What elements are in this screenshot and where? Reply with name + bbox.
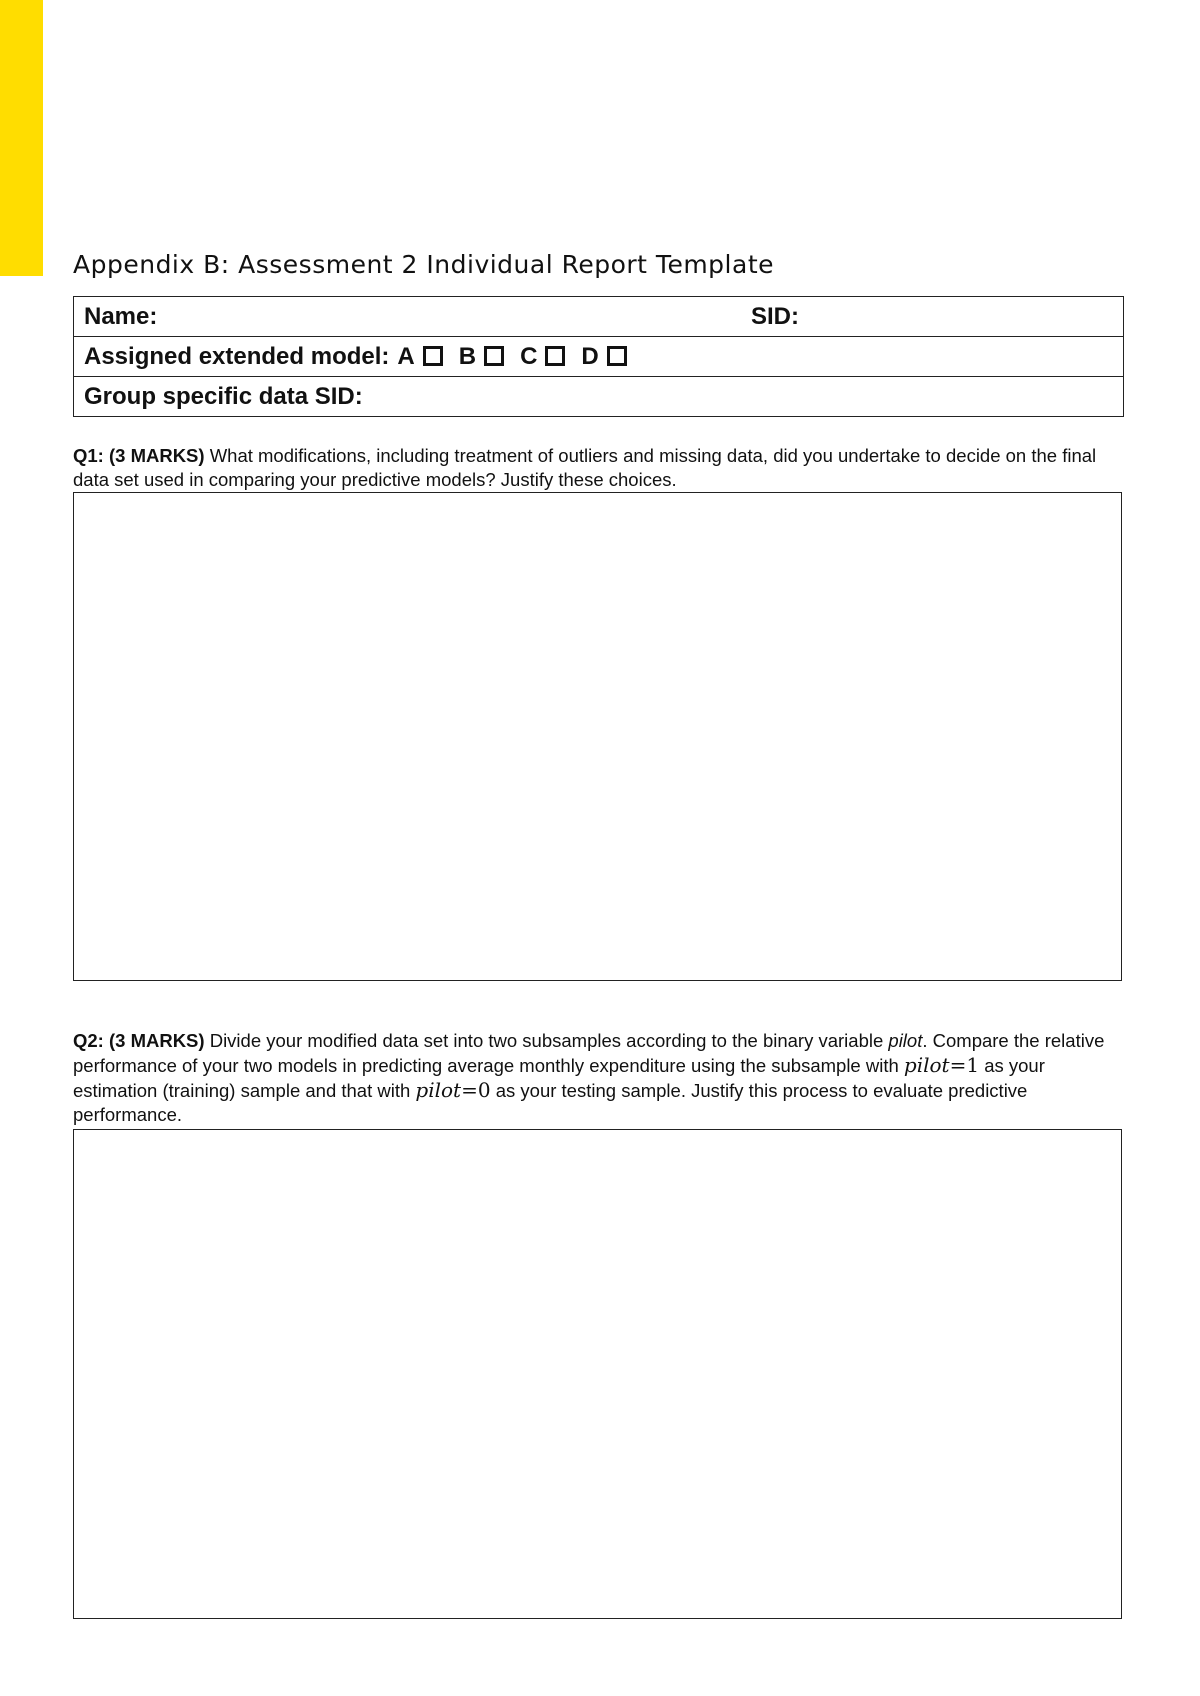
q2-eq1-value: =1: [949, 1053, 980, 1077]
group-cell[interactable]: [74, 377, 1124, 417]
name-row: [74, 297, 1124, 337]
q1-answer-box[interactable]: [73, 492, 1122, 981]
q2-answer-box[interactable]: [73, 1129, 1122, 1619]
model-option-d-label: D: [581, 342, 599, 370]
student-info-table: [73, 296, 1124, 417]
page-title: Appendix B: Assessment 2 Individual Report Template: [73, 250, 775, 279]
q2-text-part1: Divide your modified data set into two subsamples according to the binary variable: [209, 1030, 884, 1051]
model-option-b-label: B: [458, 342, 477, 370]
model-option-c-label: C: [520, 342, 538, 370]
q2-label: Q2: (3 MARKS): [73, 1030, 205, 1051]
model-option-d-checkbox[interactable]: [607, 346, 627, 366]
model-option-c-checkbox[interactable]: [545, 346, 565, 366]
model-option-a-checkbox[interactable]: [423, 346, 443, 366]
model-option-b-checkbox[interactable]: [484, 346, 504, 366]
q2-eq2-value: =0: [461, 1078, 491, 1102]
model-row: [74, 337, 1124, 377]
q2-prompt: [73, 1029, 1133, 1127]
q2-var-pilot: pilot: [888, 1030, 923, 1051]
model-cell: [74, 337, 1124, 377]
q2-text-part4: as your testing sample. Justify this process to evaluate predictive performance.: [73, 1080, 1028, 1125]
q1-text: What modifications, including treatment of outliers and missing data, did you undertake to decide on the final data set used in comparing your predictive models? Justify these choices.: [73, 445, 1097, 490]
name-cell[interactable]: [74, 297, 1124, 337]
accent-bar: [0, 0, 43, 276]
q1-label: Q1: (3 MARKS): [73, 445, 205, 466]
name-label: Name:: [84, 302, 158, 330]
model-option-a-label: A: [397, 342, 415, 370]
group-row: [74, 377, 1124, 417]
q2-eq1-var: pilot: [903, 1053, 950, 1077]
model-label: Assigned extended model:: [84, 342, 390, 370]
sid-label: SID:: [751, 302, 799, 330]
group-sid-label: Group specific data SID:: [84, 382, 363, 410]
q2-text-part2: . Compare the relative performance of your two models in predicting average monthly expenditure using the subsample with: [73, 1030, 1105, 1076]
q2-text-part3: as your estimation (training) sample and that with: [73, 1055, 1045, 1101]
q2-eq2-var: pilot: [415, 1078, 462, 1102]
q1-prompt: [73, 444, 1133, 492]
